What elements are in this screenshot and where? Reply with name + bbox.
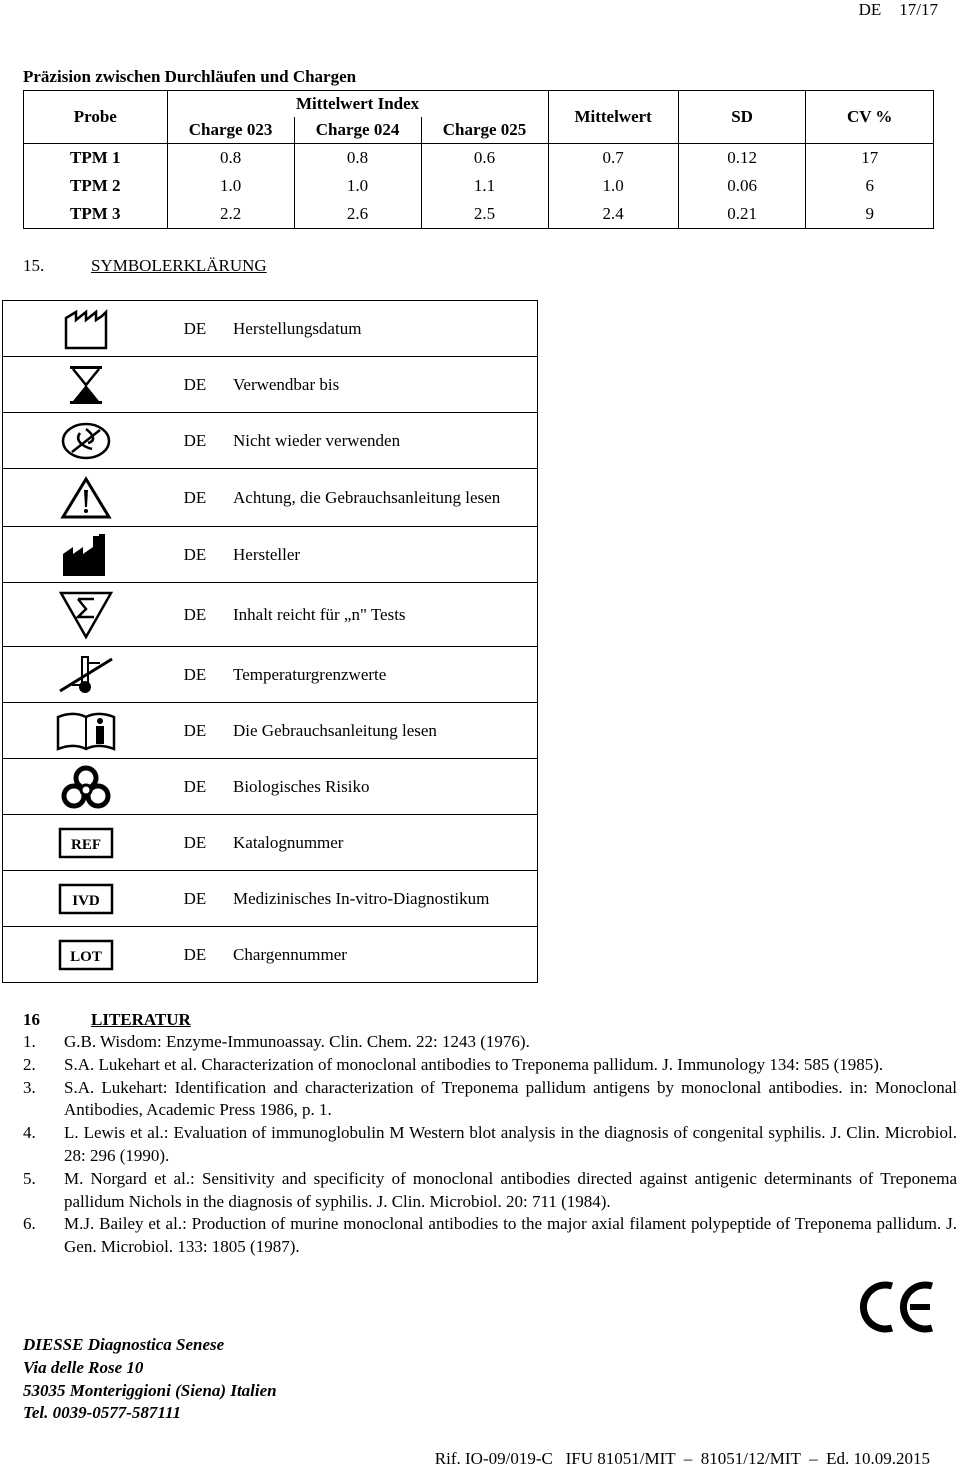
symbol-box-text: IVD (72, 892, 100, 909)
reference-text: M.J. Bailey et al.: Production of murine monoclonal antibodies to the major axial filament polypeptide of Treponema pallidum. J. Gen. Microbiol. 133: 1805 (1987). (64, 1214, 957, 1257)
literature-section-label: LITERATUR (91, 1010, 191, 1029)
literature-list (23, 1031, 957, 1259)
col-charge-025: Charge 025 (421, 117, 548, 144)
literature-section-number: 16 (23, 1010, 40, 1029)
symbol-lang: DE (169, 413, 221, 469)
lot-box-icon (3, 939, 169, 971)
symbol-row (3, 815, 538, 871)
hourglass-icon (3, 363, 169, 407)
company-name: DIESSE Diagnostica Senese (23, 1335, 225, 1354)
reference-number: 1. (23, 1032, 36, 1051)
symbol-description: Achtung, die Gebrauchsanleitung lesen (221, 469, 538, 527)
col-sd: SD (678, 91, 806, 144)
symbol-row (3, 871, 538, 927)
table-cell: 1.1 (421, 172, 548, 200)
symbol-row (3, 527, 538, 583)
symbol-lang: DE (169, 647, 221, 703)
page-header (841, 0, 938, 20)
sigma-triangle-icon (3, 589, 169, 641)
table-cell: 17 (806, 144, 934, 173)
symbol-box-text: REF (71, 836, 101, 853)
table-cell: 1.0 (548, 172, 678, 200)
symbol-cell (3, 871, 170, 927)
symbols-section-label: SYMBOLERKLÄRUNG (91, 256, 267, 275)
symbol-row (3, 357, 538, 413)
reference-text: L. Lewis et al.: Evaluation of immunoglobulin M Western blot analysis in the diagnosis of congenital syphilis. J. Clin. Microbiol. 28: 296 (1990). (64, 1123, 957, 1165)
list-item (23, 1077, 957, 1123)
reference-number: 4. (23, 1123, 36, 1143)
symbol-row (3, 413, 538, 469)
list-item (23, 1031, 957, 1054)
symbol-description: Die Gebrauchsanleitung lesen (221, 703, 538, 759)
symbol-description: Herstellungsdatum (221, 301, 538, 357)
precision-table (23, 90, 934, 229)
table-cell: 2.4 (548, 200, 678, 229)
list-item (23, 1213, 957, 1259)
symbol-row (3, 759, 538, 815)
symbol-lang: DE (169, 527, 221, 583)
table-cell: 2.5 (421, 200, 548, 229)
table-cell: 1.0 (294, 172, 421, 200)
company-city: 53035 Monteriggioni (Siena) Italien (23, 1380, 277, 1400)
company-tel: Tel. 0039-0577-587111 (23, 1403, 182, 1423)
manufacture-date-icon (3, 308, 169, 350)
col-cv: CV % (806, 91, 934, 144)
symbol-lang: DE (169, 703, 221, 759)
symbol-cell (3, 357, 170, 413)
symbol-lang: DE (169, 357, 221, 413)
symbol-cell (3, 413, 170, 469)
table-cell: 0.8 (294, 144, 421, 173)
symbol-description: Inhalt reicht für „n" Tests (221, 583, 538, 647)
row-label: TPM 1 (24, 144, 168, 173)
symbol-lang: DE (169, 815, 221, 871)
do-not-reuse-icon (3, 421, 169, 461)
symbol-lang: DE (169, 927, 221, 983)
symbol-cell (3, 927, 170, 983)
reference-number: 2. (23, 1054, 36, 1074)
symbol-row (3, 927, 538, 983)
symbol-description: Medizinisches In-vitro-Diagnostikum (221, 871, 538, 927)
table-cell: 0.21 (678, 200, 806, 229)
symbol-description: Biologisches Risiko (221, 759, 538, 815)
symbol-lang: DE (169, 469, 221, 527)
col-probe: Probe (24, 91, 168, 144)
reference-number: 5. (23, 1168, 36, 1188)
symbol-lang: DE (169, 759, 221, 815)
table-row (24, 200, 934, 229)
reference-text: S.A. Lukehart et al. Characterization of monoclonal antibodies to Treponema pallidum. J. Immunology 134: 585 (1985). (64, 1054, 884, 1074)
row-label: TPM 2 (24, 172, 168, 200)
list-item (23, 1168, 957, 1214)
symbol-cell (3, 583, 170, 647)
symbol-description: Hersteller (221, 527, 538, 583)
symbol-row (3, 647, 538, 703)
symbol-cell (3, 469, 170, 527)
col-charge-023: Charge 023 (167, 117, 294, 144)
factory-icon (3, 532, 169, 578)
thermometer-icon (3, 655, 169, 695)
symbols-section-number: 15. (23, 256, 45, 275)
table-cell: 6 (806, 172, 934, 200)
col-charge-024: Charge 024 (294, 117, 421, 144)
table-cell: 2.6 (294, 200, 421, 229)
table-row (24, 172, 934, 200)
ivd-box-icon (3, 883, 169, 915)
precision-title: Präzision zwischen Durchläufen und Chargen (23, 67, 357, 86)
table-cell: 0.6 (421, 144, 548, 173)
company-address (23, 1334, 277, 1425)
col-group-mittelwert-index: Mittelwert Index (167, 91, 548, 118)
row-label: TPM 3 (24, 200, 168, 229)
table-cell: 0.8 (167, 144, 294, 173)
table-cell: 0.7 (548, 144, 678, 173)
list-item (23, 1122, 957, 1168)
table-cell: 1.0 (167, 172, 294, 200)
literature-section-title (23, 1010, 191, 1030)
symbol-box-text: LOT (70, 948, 102, 965)
table-row (24, 144, 934, 173)
reference-text: S.A. Lukehart: Identification and characterization of Treponema pallidum antigens by monoclonal antibodies. in: Monoclonal Antibodies, Academic Press 1986, p. 1. (64, 1077, 957, 1120)
symbol-row (3, 703, 538, 759)
table-cell: 9 (806, 200, 934, 229)
symbol-description: Temperaturgrenzwerte (221, 647, 538, 703)
table-cell: 2.2 (167, 200, 294, 229)
reference-text: M. Norgard et al.: Sensitivity and specificity of monoclonal antibodies directed against antigenic determinants of Treponema pallidum Nichols in the diagnosis of syphilis. J. Clin. Microbiol. 20: 711 (1984). (64, 1168, 957, 1211)
ref-box-icon (3, 827, 169, 859)
symbol-description: Chargennummer (221, 927, 538, 983)
symbol-description: Katalognummer (221, 815, 538, 871)
header-page-number: 17/17 (899, 0, 938, 19)
symbols-table (2, 300, 538, 983)
symbol-cell (3, 301, 170, 357)
list-item (23, 1054, 957, 1077)
warning-triangle-icon (3, 476, 169, 520)
symbol-lang: DE (169, 583, 221, 647)
symbol-cell (3, 647, 170, 703)
ce-mark-icon (860, 1280, 936, 1339)
symbol-lang: DE (169, 871, 221, 927)
symbols-section-title (23, 256, 267, 276)
header-lang: DE (858, 0, 882, 19)
symbol-row (3, 469, 538, 527)
reference-text: G.B. Wisdom: Enzyme-Immunoassay. Clin. Chem. 22: 1243 (1976). (64, 1032, 530, 1051)
symbol-row (3, 583, 538, 647)
book-info-icon (3, 711, 169, 751)
table-cell: 0.06 (678, 172, 806, 200)
reference-number: 6. (23, 1214, 36, 1234)
col-mittelwert: Mittelwert (548, 91, 678, 144)
biohazard-icon (3, 762, 169, 812)
symbol-description: Nicht wieder verwenden (221, 413, 538, 469)
symbol-description: Verwendbar bis (221, 357, 538, 413)
symbol-cell (3, 759, 170, 815)
reference-number: 3. (23, 1077, 36, 1097)
footer-reference: Rif. IO-09/019-C IFU 81051/MIT – 81051/12/MIT – Ed. 10.09.2015 (434, 1449, 930, 1468)
symbol-cell (3, 527, 170, 583)
table-cell: 0.12 (678, 144, 806, 173)
symbol-cell (3, 703, 170, 759)
company-street: Via delle Rose 10 (23, 1357, 144, 1377)
symbol-cell (3, 815, 170, 871)
symbol-lang: DE (169, 301, 221, 357)
symbol-row (3, 301, 538, 357)
